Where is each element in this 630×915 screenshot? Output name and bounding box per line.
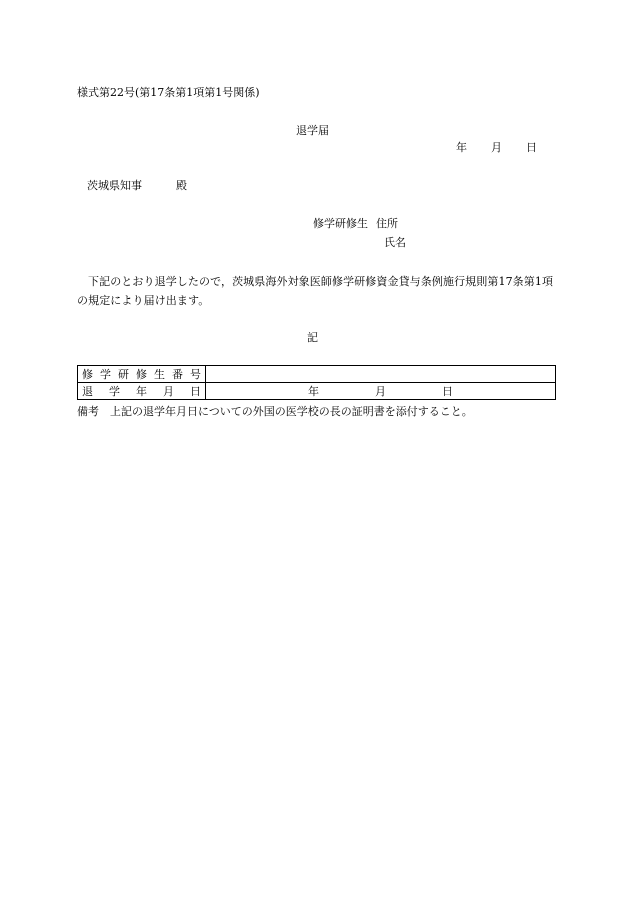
date-month-label: 月 bbox=[491, 141, 502, 154]
addressee-honorific: 殿 bbox=[176, 179, 187, 192]
submission-date-line bbox=[456, 141, 537, 155]
date-day-label: 日 bbox=[526, 141, 537, 154]
withdrawal-date-label: 退学年月日 bbox=[78, 383, 206, 400]
student-number-label: 修学研修生番号 bbox=[78, 366, 206, 383]
document-title: 退学届 bbox=[296, 124, 329, 137]
applicant-name-label: 氏名 bbox=[384, 236, 406, 249]
body-text: 下記のとおり退学したので，茨城県海外対象医師修学研修資金貸与条例施行規則第17条第1項の規定により届け出ます。 bbox=[77, 275, 554, 307]
remarks-label: 備考 bbox=[77, 405, 99, 418]
withdrawal-date-value bbox=[206, 383, 556, 400]
withdrawal-day-label: 日 bbox=[442, 384, 453, 398]
addressee-name: 茨城県知事 bbox=[87, 179, 142, 192]
form-number: 様式第22号(第17条第1項第1号関係) bbox=[77, 86, 260, 99]
student-number-value bbox=[206, 366, 556, 383]
applicant-role: 修学研修生 bbox=[313, 217, 368, 230]
table-row bbox=[78, 383, 556, 400]
withdrawal-month-label: 月 bbox=[375, 384, 386, 398]
addressee bbox=[87, 179, 187, 193]
table-row bbox=[78, 366, 556, 383]
date-year-label: 年 bbox=[456, 141, 467, 154]
applicant-address-label: 住所 bbox=[376, 217, 398, 230]
remarks bbox=[77, 405, 473, 419]
ki-heading: 記 bbox=[307, 331, 318, 344]
withdrawal-year-label: 年 bbox=[308, 384, 319, 398]
remarks-text: 上記の退学年月日についての外国の医学校の長の証明書を添付すること。 bbox=[110, 405, 473, 418]
info-table bbox=[77, 365, 556, 400]
applicant-address-line bbox=[313, 217, 398, 231]
